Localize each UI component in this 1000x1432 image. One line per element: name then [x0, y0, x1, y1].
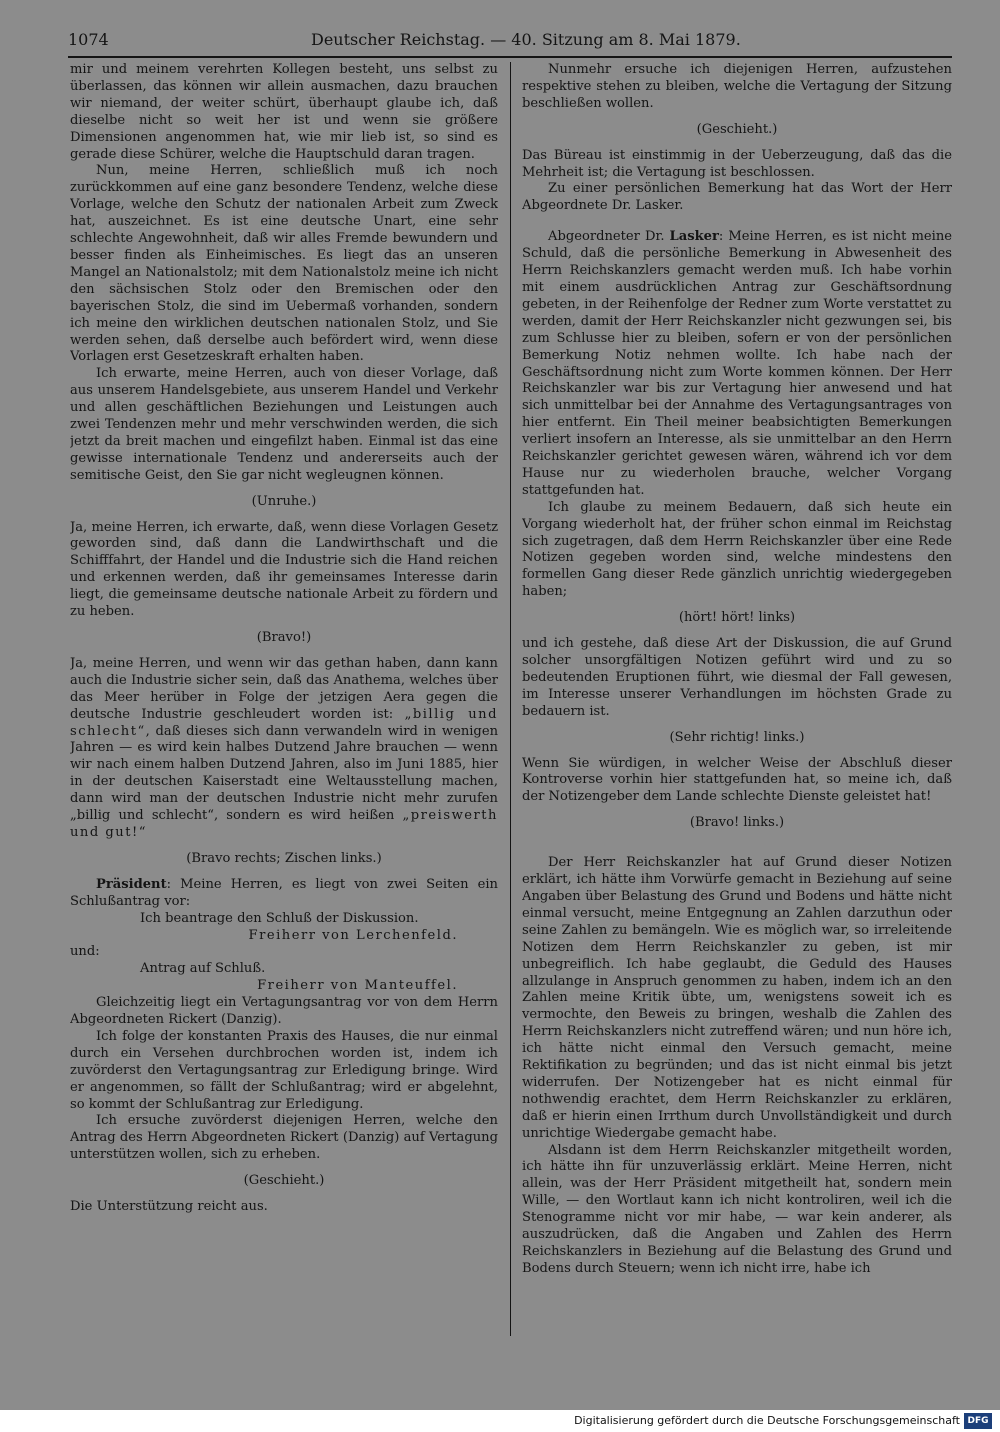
right-column — [522, 62, 952, 1338]
paragraph: Wenn Sie würdigen, in welcher Weise der Abschluß dieser Kontroverse vorhin hier stattgefunden hat, so meine ich, daß der Notizengeber dem Lande schlechte Dienste geleistet hat! — [522, 755, 952, 805]
paragraph: Alsdann ist dem Herrn Reichskanzler mitgetheilt worden, ich hätte ihn für unzuverlässig erklärt. Meine Herren, nicht allein, was der Herr Präsident mitgetheilt hat, sondern mein Wille, — den Wortlaut kann ich nicht kontroliren, weil ich die Stenogramme nicht vor mir habe, — war kein anderer, als auszudrücken, daß die Angaben und Zahlen des Herrn Reichskanzlers in Beziehung auf die Belastung des Grund und Bodens durch Steuern; wenn ich nicht irre, habe ich — [522, 1142, 952, 1276]
interjection: (hört! hört! links) — [678, 610, 796, 626]
speaker-prefix: Abgeordneter Dr. — [548, 229, 670, 245]
interjection: (Bravo! links.) — [689, 815, 785, 831]
paragraph: Gleichzeitig liegt ein Vertagungsantrag vor von dem Herrn Abgeordneten Rickert (Danzig). — [70, 995, 498, 1028]
paragraph — [70, 656, 498, 842]
paragraph: Ich erwarte, meine Herren, auch von dieser Vorlage, daß aus unserem Handelsgebiete, aus unserem Handel und Verkehr und allen geschäftlichen Beziehungen und Leistungen auch zwei Tendenzen mehr und mehr verschwinden werden, die sich jetzt da breit machen und eingefilzt haben. Einmal ist das eine gewisse internationale Tendenz und andererseits auch der semitische Geist, den Sie gar nicht wegleugnen können. — [70, 366, 498, 483]
interjection: (Bravo!) — [256, 630, 312, 645]
funding-notice: Digitalisierung gefördert durch die Deutsche Forschungsgemeinschaft — [574, 1414, 960, 1427]
dfg-logo: DFG — [964, 1413, 992, 1429]
paragraph-text: : Meine Herren, es liegt von zwei Seiten ein Schlußantrag vor: — [70, 876, 498, 909]
section-gap — [522, 215, 952, 229]
quoted-phrase: „billig und schlecht“ — [70, 706, 498, 739]
speaker-name: Lasker — [669, 229, 719, 245]
interjection: (Sehr richtig! links.) — [669, 729, 805, 745]
paragraph: und ich gestehe, daß diese Art der Diskussion, die auf Grund solcher unsorgfältigen Notizen geführt wird und zu so bedeutenden Eruptionen führt, wie diesmal der Fall gewesen, im Interesse unserer Verhandlungen im höchsten Grade zu bedauern ist. — [522, 636, 952, 719]
paragraph — [522, 229, 952, 500]
column-divider — [510, 62, 511, 1336]
paragraph: mir und meinem verehrten Kollegen besteht, uns selbst zu überlassen, das können wir allein ausmachen, dazu brauchen wir niemand, der weiter schürt, überhaupt glaube ich, daß dieselbe nicht so weit her ist und wenn sie größere Dimensionen angenommen hat, wie mir lieb ist, so sind es gerade diese Schürer, welche die Hauptschuld daran tragen. — [70, 62, 498, 162]
paragraph-text: : Meine Herren, es ist nicht meine Schuld, daß die persönliche Bemerkung in Abwesenheit des Herrn Reichskanzlers gemacht werden muß. Ich habe vorhin mit einem ausdrücklichen Antrag zur Geschäftsordnung gebeten, in der Reihenfolge der Redner zum Worte verstattet zu werden, damit der Herr Reichskanzler nicht gezwungen sei, bis zum Schlusse hier zu bleiben, sofern er von der persönlichen Bemerkung Notiz nehmen wollte. Ich habe nach der Geschäftsordnung nicht zum Worte kommen können. Der Herr Reichskanzler war bis zur Vertagung hier anwesend und hat sich unmittelbar bei der Annahme des Vertagungsantrages von hier entfernt. Ein Theil meiner beabsichtigten Bemerkungen verliert insofern an Interesse, als sie unmittelbar an den Herrn Reichskanzler gerichtet gewesen wären, während ich vor dem Hause nur zu wiederholen brauche, welcher Vorgang stattgefunden hat. — [522, 229, 952, 498]
speaker-label: Präsident — [96, 876, 167, 892]
interjection: (Unruhe.) — [251, 493, 317, 509]
motion-text: Ich beantrage den Schluß der Diskussion. — [140, 910, 419, 926]
paragraph — [70, 877, 498, 911]
motion-text: Antrag auf Schluß. — [140, 961, 266, 977]
header-rule — [68, 56, 952, 58]
interjection: (Geschieht.) — [696, 121, 778, 137]
paragraph: Nunmehr ersuche ich diejenigen Herren, aufzustehen respektive stehen zu bleiben, welche die Vertagung der Sitzung beschließen wollen. — [522, 62, 952, 111]
paragraph: Ich folge der konstanten Praxis des Hauses, die nur einmal durch ein Versehen durchbrochen worden ist, indem ich zuvörderst den Vertagungsantrag zur Erledigung bringe. Wird er angenommen, so fällt der Schlußantrag; wird er abgelehnt, so kommt der Schlußantrag zur Erledigung. — [70, 1028, 498, 1112]
paragraph: Der Herr Reichskanzler hat auf Grund dieser Notizen erklärt, ich hätte ihm Vorwürfe gemacht in Beziehung auf seine Angaben über Belastung des Grund und Bodens und hätte nicht einmal versucht, meine Entgegnung an Zahlen darzuthun oder seine Zahlen zu bemängeln. Wie es möglich war, so irreleitende Notizen dem Herrn Reichskanzler zu geben, ist mir unbegreiflich. Ich habe geglaubt, die Geduld des Hauses allzulange in Anspruch genommen zu haben, indem ich an den Zahlen meine Kritik übte, um, wenigstens soweit ich es vermochte, den Beweis zu bringen, weshalb die Zahlen des Herrn Reichskanzlers nicht zutreffend wären; und nun höre ich, ich hätte nicht einmal den Versuch gemacht, meine Rektifikation zu begründen; und das ist nicht einmal bis jetzt widerrufen. Der Notizengeber hat es nicht einmal für nothwendig erachtet, dem Herrn Reichskanzler zu erklären, daß er hierin einen Irrthum durch Unvollständigkeit und durch unrichtige Wiedergabe gemacht habe. — [522, 855, 952, 1141]
paragraph: Ich ersuche zuvörderst diejenigen Herren, welche den Antrag des Herrn Abgeordneten Rickert (Danzig) auf Vertagung unterstützen wollen, sich zu erheben. — [70, 1113, 498, 1163]
section-gap — [522, 841, 952, 855]
paragraph: Das Büreau ist einstimmig in der Ueberzeugung, daß das die Mehrheit ist; die Vertagung ist beschlossen. — [522, 147, 952, 180]
paragraph: Zu einer persönlichen Bemerkung hat das Wort der Herr Abgeordnete Dr. Lasker. — [522, 181, 952, 214]
motion-signature: Freiherr von Lerchenfeld. — [248, 927, 458, 943]
paragraph: Die Unterstützung reicht aus. — [70, 1199, 268, 1215]
left-column — [70, 62, 498, 1338]
motion-signature: Freiherr von Manteuffel. — [257, 978, 458, 994]
footer-bar — [0, 1410, 1000, 1432]
paragraph-text: Ja, meine Herren, und wenn wir das gethan haben, dann kann auch die Industrie sicher sein, daß das Anathema, welches über das Meer herüber in Folge der jetzigen Aera gegen die deutsche Industrie geschleudert worden ist: — [70, 655, 498, 722]
page-header — [68, 28, 952, 52]
quoted-phrase: „preiswerth und gut!“ — [70, 808, 498, 840]
paragraph: Ich glaube zu meinem Bedauern, daß sich heute ein Vorgang wiederholt hat, der früher schon einmal im Reichstag sich zugetragen, daß dem Herrn Reichskanzler über eine Rede Notizen gegeben worden sind, welche mindestens den formellen Gang dieser Rede gänzlich unrichtig wiedergegeben haben; — [522, 499, 952, 600]
running-title: Deutscher Reichstag. — 40. Sitzung am 8. Mai 1879. — [311, 30, 741, 49]
interjection: (Bravo rechts; Zischen links.) — [186, 850, 382, 866]
paragraph-text: , daß dieses sich dann verwandeln wird in wenigen Jahren — es wird kein halbes Dutzend Jahre brauchen — wenn wir nach einem halben Dutzend Jahren, also im Juni 1885, hier in der deutschen Kaiserstadt eine Weltausstellung machen, dann wird man der deutschen Industrie nicht mehr zurufen „billig und schlecht“, sondern es wird heißen — [70, 723, 498, 824]
interjection: (Geschieht.) — [243, 1173, 325, 1189]
paragraph: Nun, meine Herren, schließlich muß ich noch zurückkommen auf eine ganz besondere Tendenz, welche diese Vorlage, welche den Schutz der nationalen Arbeit zum Zweck hat, auszeichnet. Es ist eine deutsche Unart, eine sehr schlechte Angewohnheit, daß wir alles Fremde bewundern und besser finden als Einheimisches. Es liegt das an unseren Mangel an Nationalstolz; mit dem Nationalstolz meine ich nicht den sächsischen Stolz oder den Bremischen oder den bayerischen Stolz, die sind im Uebermaß vorhanden, sondern ich meine den wirklichen deutschen nationalen Stolz, und Sie werden sehen, daß derselbe auch befördert wird, wenn diese Vorlagen erst Gesetzeskraft erhalten haben. — [70, 163, 498, 365]
page-number: 1074 — [68, 30, 109, 49]
conjunction: und: — [70, 944, 100, 960]
paragraph: Ja, meine Herren, ich erwarte, daß, wenn diese Vorlagen Gesetz geworden sind, daß dann die Landwirthschaft und die Schifffahrt, der Handel und die Industrie sich die Hand reichen und erkennen werden, daß ihr gemeinsames Interesse darin liegt, die gemeinsame deutsche nationale Arbeit zu fördern und zu heben. — [70, 519, 498, 620]
